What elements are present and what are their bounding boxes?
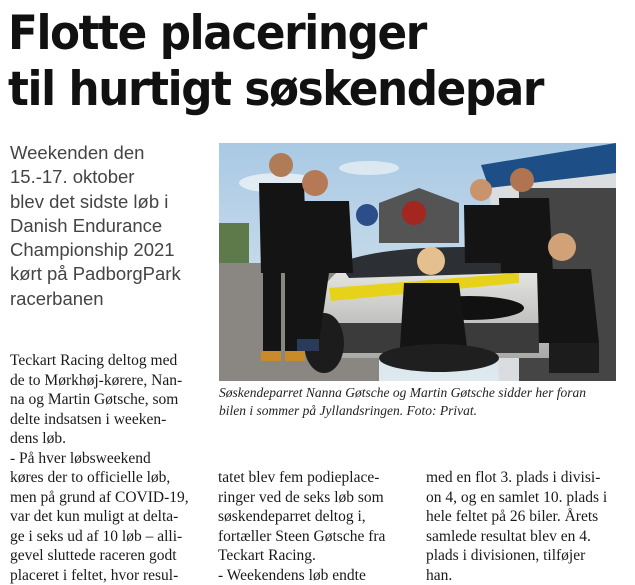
article-headline bbox=[8, 6, 585, 118]
caption-line: bilen i sommer på Jyllandsringen. Foto: Privat. bbox=[219, 402, 619, 420]
body-line: - Weekendens løb endte bbox=[218, 566, 414, 585]
body-line: de to Mørkhøj-kørere, Nan- bbox=[10, 371, 208, 391]
body-line: fortæller Steen Gøtsche fra bbox=[218, 527, 414, 547]
article-lead bbox=[10, 141, 210, 311]
body-line: dens løb. bbox=[10, 429, 208, 449]
body-line: køres der to officielle løb, bbox=[10, 468, 208, 488]
body-line: samlede resultat blev en 4. bbox=[426, 527, 624, 547]
lead-line: 15.-17. oktober bbox=[10, 165, 210, 189]
lead-line: racerbanen bbox=[10, 287, 210, 311]
body-line: han. bbox=[426, 566, 624, 585]
body-line: on 4, og en samlet 10. plads i bbox=[426, 488, 624, 508]
body-line: med en flot 3. plads i divisi- bbox=[426, 468, 624, 488]
body-line: na og Martin Gøtsche, som bbox=[10, 390, 208, 410]
body-line: gevel sluttede raceren godt bbox=[10, 546, 208, 566]
caption-line: Søskendeparret Nanna Gøtsche og Martin Gøtsche sidder her foran bbox=[219, 384, 619, 402]
body-line: ringer ved de seks løb som bbox=[218, 488, 414, 508]
body-line: hele feltet på 26 biler. Årets bbox=[426, 507, 624, 527]
body-line: ge i seks ud af 10 løb – alli- bbox=[10, 527, 208, 547]
body-line: placeret i feltet, hvor resul- bbox=[10, 566, 208, 585]
body-line: plads i divisionen, tilføjer bbox=[426, 546, 624, 566]
lead-line: Championship 2021 bbox=[10, 238, 210, 262]
body-line: Teckart Racing deltog med bbox=[10, 351, 208, 371]
body-column-3 bbox=[426, 468, 624, 585]
body-line: men på grund af COVID-19, bbox=[10, 488, 208, 508]
body-line: delte indsatsen i weeken- bbox=[10, 410, 208, 430]
photo-caption bbox=[219, 384, 619, 420]
body-line: - På hver løbsweekend bbox=[10, 449, 208, 469]
lead-line: Weekenden den bbox=[10, 141, 210, 165]
body-column-1 bbox=[10, 351, 208, 585]
body-column-2 bbox=[218, 468, 414, 585]
lead-line: Danish Endurance bbox=[10, 214, 210, 238]
headline-line-2: til hurtigt søskendepar bbox=[8, 62, 585, 118]
body-line: Teckart Racing. bbox=[218, 546, 414, 566]
lead-line: blev det sidste løb i bbox=[10, 190, 210, 214]
body-line: søskendeparret deltog i, bbox=[218, 507, 414, 527]
body-line: var det kun muligt at delta- bbox=[10, 507, 208, 527]
headline-line-1: Flotte placeringer bbox=[8, 6, 585, 62]
lead-line: kørt på PadborgPark bbox=[10, 262, 210, 286]
article-photo bbox=[219, 143, 616, 381]
body-line: tatet blev fem podieplace- bbox=[218, 468, 414, 488]
